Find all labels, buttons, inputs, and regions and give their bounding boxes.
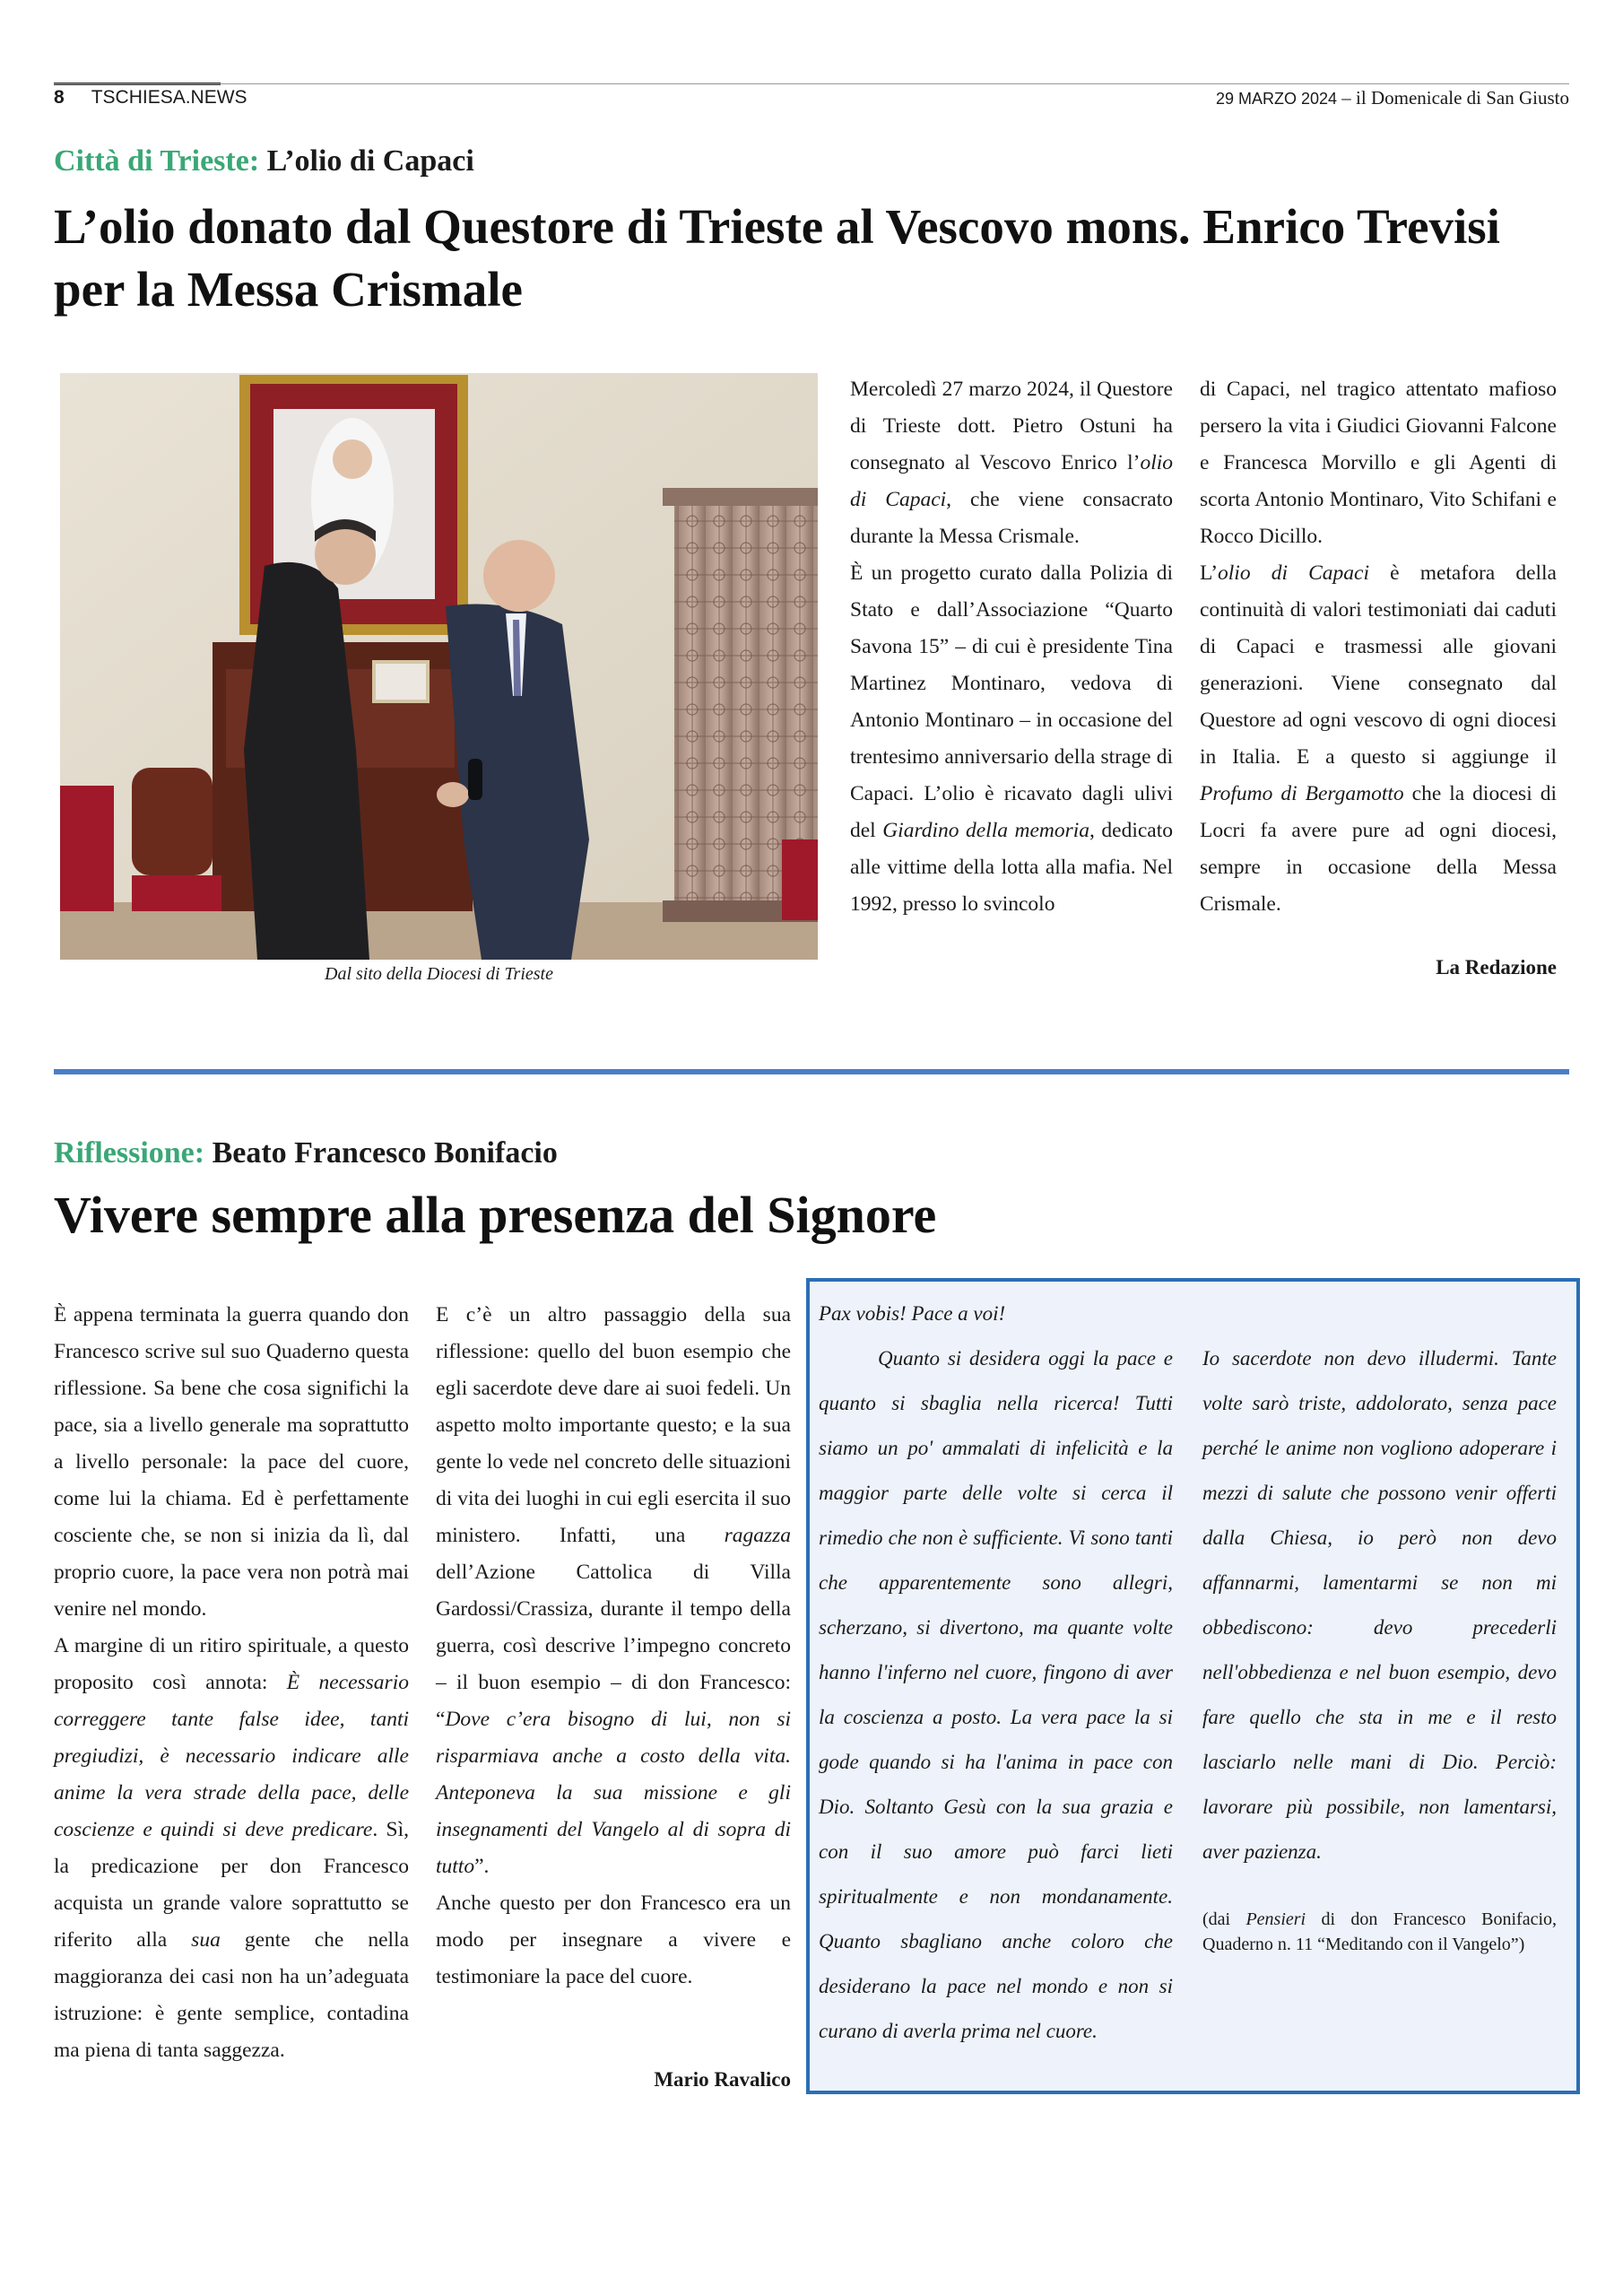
article1-kicker (54, 142, 474, 181)
article2-column-2 (436, 1297, 791, 1996)
article2-col2-paragraph (436, 1297, 791, 1885)
article1-col2-paragraph (1200, 555, 1557, 923)
text-emphasis: Profumo di Bergamotto (1200, 782, 1404, 805)
text-emphasis: ragazza (724, 1524, 791, 1547)
article2-title: Vivere sempre alla presenza del Signore (54, 1186, 937, 1244)
text-run: Mercoledì 27 marzo 2024, il Questore di Trieste dott. Pietro Ostuni ha consegnato al Vescovo Enrico l’ (850, 378, 1173, 474)
quote-source (1202, 1907, 1557, 1957)
text-run: , dedicato alle vittime della lotta alla mafia. Nel 1992, presso lo svincolo (850, 819, 1173, 916)
quote-box-column-2 (1202, 1336, 1557, 1957)
article1-column-1 (850, 371, 1173, 923)
text-run: di don Francesco Bonifacio, Quaderno n. 11 “Meditando con il Vangelo”) (1202, 1909, 1558, 1954)
header-separator: – (1337, 87, 1357, 109)
text-emphasis: olio di Capaci (1218, 561, 1370, 585)
quote-box-column-1 (819, 1292, 1173, 2054)
article2-column-1 (54, 1297, 409, 2069)
article2-kicker (54, 1134, 558, 1173)
text-emphasis: sua (191, 1928, 221, 1952)
text-run: (dai (1202, 1909, 1246, 1929)
article1-photo (60, 373, 818, 960)
photo-caption: Dal sito della Diocesi di Trieste (325, 964, 553, 984)
article1-topic: L’olio di Capaci (266, 144, 474, 178)
text-emphasis: olio di Capaci (850, 451, 1173, 511)
article1-col1-paragraph (850, 371, 1173, 555)
publication-name: il Domenicale di San Giusto (1356, 87, 1569, 109)
article2-col1-paragraph (54, 1628, 409, 2069)
article2-section: Riflessione: (54, 1136, 205, 1170)
text-emphasis: È necessario correggere tante false idee, tanti pregiudizi, è necessario indicare alle anime la vera strade della pace, delle coscienze e quindi si deve predicare (54, 1671, 409, 1841)
text-run: , che viene consacrato durante la Messa Crismale. (850, 488, 1173, 548)
text-run: ”. (474, 1855, 490, 1878)
quote-greeting: Pax vobis! Pace a voi! (819, 1302, 1006, 1325)
text-emphasis: Giardino della memoria (882, 819, 1090, 842)
header-right (1216, 85, 1569, 111)
quote-paragraph: Quanto si desidera oggi la pace e quanto si sbaglia nella ricerca! Tutti siamo un po' ammalati di infelicità e la maggior parte delle volte si cerca il rimedio che non è sufficiente. Vi sono tanti che apparentemente sono allegri, scherzano, si divertono, ma quante volte hanno l'inferno nel cuore, fingono di aver la coscienza a posto. La vera pace la si gode quando si ha l'anima in pace con Dio. Soltanto Gesù con la sua grazia e con il suo amore può farci lieti spiritualmente e non mondanamente. Quanto sbagliano anche coloro che desiderano la pace nel mondo e non si curano di averla prima nel cuore. (819, 1347, 1173, 2042)
header-left (54, 85, 247, 110)
text-run: dell’Azione Cattolica di Villa Gardossi/Crassiza, durante il tempo della guerra, così descrive l’impegno concreto – il buon esempio – di don Francesco: “ (436, 1561, 791, 1731)
text-emphasis: Pensieri (1245, 1909, 1306, 1929)
article1-signature: La Redazione (1436, 956, 1557, 978)
text-run: A margine di un ritiro spirituale, a questo proposito così annota: (54, 1634, 409, 1694)
article2-col2-paragraph: Anche questo per don Francesco era un modo per insegnare a vivere e testimoniare la pace del cuore. (436, 1892, 791, 1988)
text-run: . Sì, la predicazione per don Francesco acquista un grande valore soprattutto se riferito alla (54, 1818, 409, 1952)
text-run: L’ (1200, 561, 1219, 585)
text-run: È un progetto curato dalla Polizia di Stato e dall’Associazione “Quarto Savona 15” – di cui è presidente Tina Martinez Montinaro, vedova di Antonio Montinaro – in occasione del trentesimo anniversario della strage di Capaci. L’olio è ricavato dagli ulivi del (850, 561, 1173, 842)
article1-col1-paragraph (850, 555, 1173, 923)
site-name: TSCHIESA.NEWS (91, 87, 247, 108)
page-number: 8 (54, 87, 65, 108)
article1-column-2 (1200, 371, 1557, 923)
article2-signature: Mario Ravalico (654, 2068, 791, 2091)
text-run: è metafora della continuità di valori testimoniati dai caduti di Capaci e trasmessi alle giovani generazioni. Viene consegnato dal Questore ad ogni vescovo di ogni diocesi in Italia. E a questo si aggiunge il (1200, 561, 1557, 769)
issue-date: 29 MARZO 2024 (1215, 90, 1338, 108)
article1-section: Città di Trieste: (54, 144, 260, 178)
article1-col2-paragraph: di Capaci, nel tragico attentato mafioso persero la vita i Giudici Giovanni Falcone e Francesca Morvillo e gli Agenti di scorta Antonio Montinaro, Vito Schifani e Rocco Dicillo. (1200, 378, 1557, 548)
section-divider (54, 1069, 1569, 1074)
article2-col1-paragraph: È appena terminata la guerra quando don Francesco scrive sul suo Quaderno questa riflessione. Sa bene che cosa significhi la pace, sia a livello generale ma soprattutto a livello personale: la pace del cuore, come lui la chiama. Ed è perfettamente cosciente che, se non si inizia da lì, dal proprio cuore, la pace vera non potrà mai venire nel mondo. (54, 1303, 409, 1621)
article1-title: L’olio donato dal Questore di Trieste al Vescovo mons. Enrico Trevisi per la Messa Crismale (54, 199, 1500, 317)
text-run: che la diocesi di Locri fa avere pure ad ogni diocesi, sempre in occasione della Messa Crismale. (1200, 782, 1557, 916)
text-emphasis: Dove c’era bisogno di lui, non si risparmiava anche a costo della vita. Anteponeva la sua missione e gli insegnamenti del Vangelo al di sopra di tutto (436, 1708, 791, 1878)
article2-topic: Beato Francesco Bonifacio (212, 1136, 558, 1170)
header-rule (54, 83, 1569, 84)
quote-paragraph: Io sacerdote non devo illudermi. Tante volte sarò triste, addolorato, senza pace perché le anime non vogliono adoperare i mezzi di salute che possono venir offerti dalla Chiesa, io però non devo affannarmi, lamentarmi se non mi obbediscono: devo precederli nell'obbedienza e nel buon esempio, devo fare quello che sta in me e il resto lasciarlo nelle mani di Dio. Perciò: lavorare più possibile, non lamentarsi, aver pazienza. (1202, 1347, 1557, 1863)
text-run: gente che nella maggioranza dei casi non ha un’adeguata istruzione: è gente semplice, contadina ma piena di tanta saggezza. (54, 1928, 409, 2062)
text-run: E c’è un altro passaggio della sua riflessione: quello del buon esempio che egli sacerdote deve dare ai suoi fedeli. Un aspetto molto importante questo; e la sua gente lo vede nel concreto delle situazioni di vita dei luoghi in cui egli esercita il suo ministero. Infatti, una (436, 1303, 791, 1547)
